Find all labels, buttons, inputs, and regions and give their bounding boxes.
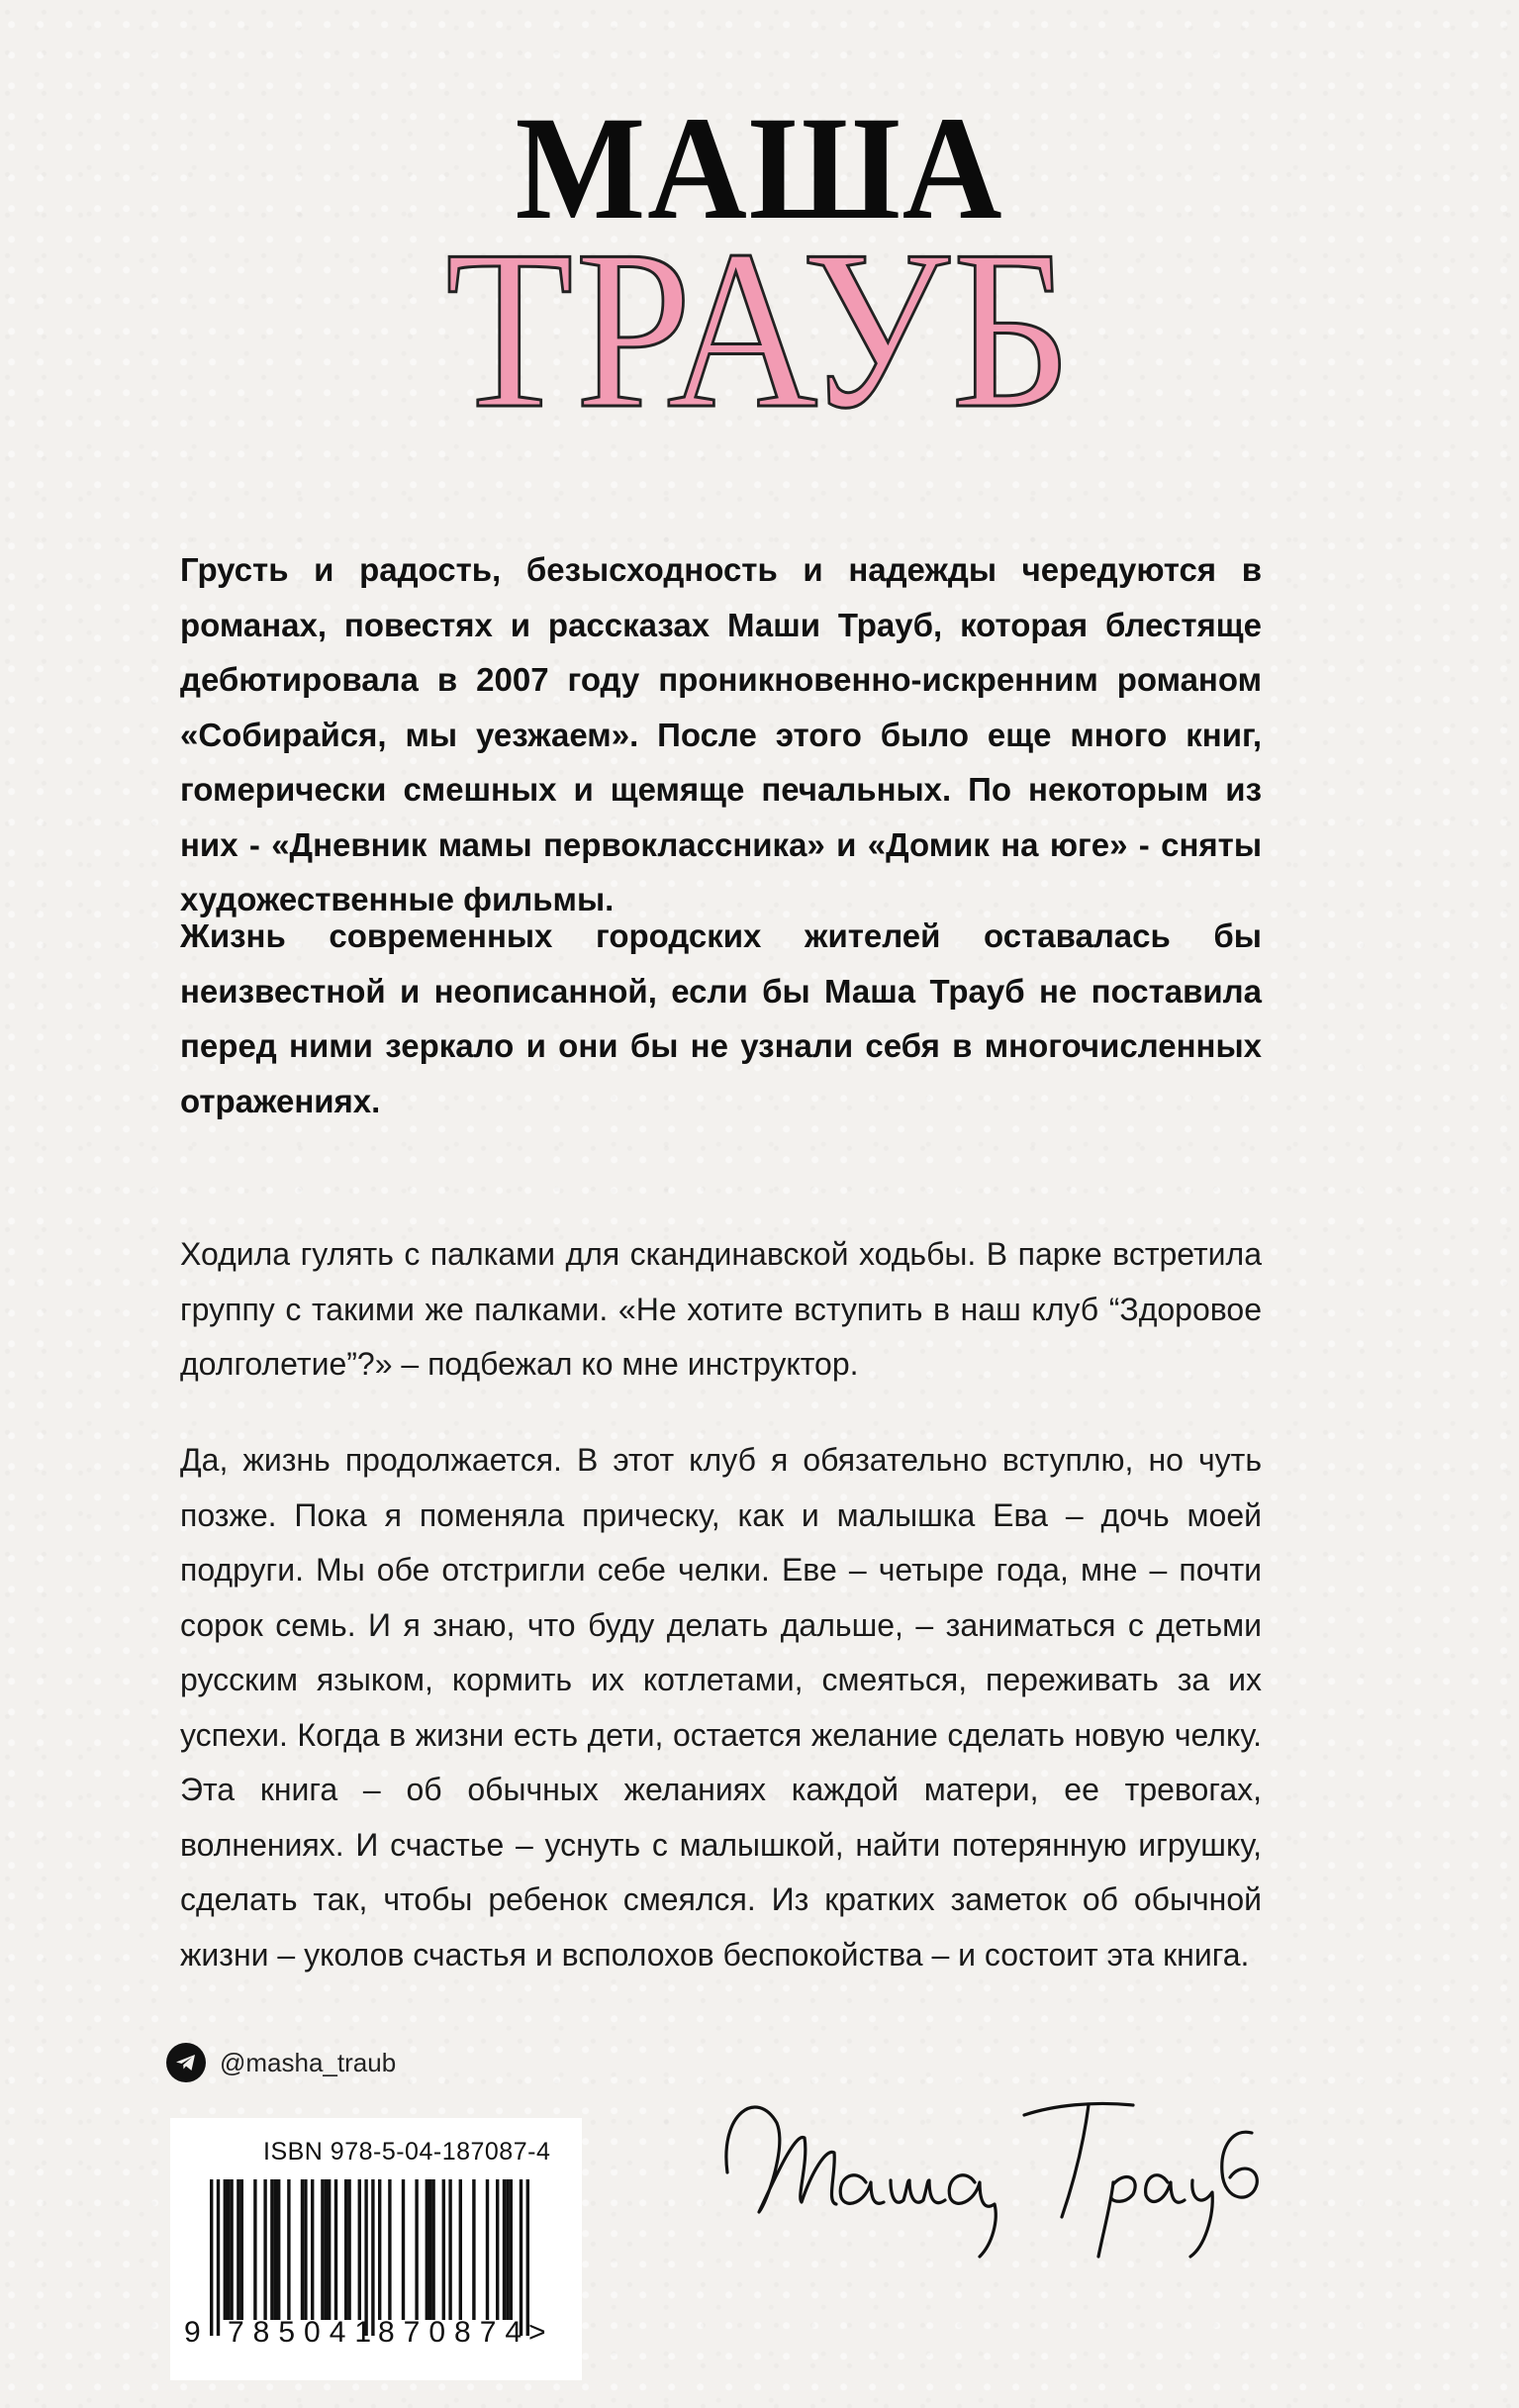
barcode-bar [378,2179,381,2320]
isbn-label: ISBN 978-5-04-187087-4 [263,2138,551,2166]
barcode-bar [486,2179,489,2320]
barcode-bar [428,2179,431,2320]
barcode-bar [311,2179,314,2320]
barcode-bar [328,2179,331,2320]
annotation-paragraph-2: Жизнь современных городских жителей оставалась бы неизвестной и неописанной, если бы Маша Трауб не поставила перед ними зеркало и они бы не узнали себя в многочисленных отражениях. [180,917,1262,1119]
author-last-name: ТРАУБ [445,203,1074,455]
barcode-guard-bar [526,2179,529,2336]
barcode-bar [358,2179,361,2320]
ean-digits-right: 870874 [378,2316,531,2349]
barcode-bar [287,2179,290,2320]
barcode-bar [415,2179,418,2320]
barcode-guard-bar [210,2179,213,2336]
barcode-guard-bar [520,2179,522,2336]
author-first-name: МАША [515,86,1004,250]
barcode-bar [388,2179,391,2320]
barcode-bar [442,2179,445,2320]
social-handle: @masha_traub [220,2047,397,2077]
barcode-bar [230,2179,233,2320]
barcode-bar [334,2179,337,2320]
barcode-bar [240,2179,243,2320]
barcode-bar [270,2179,273,2320]
barcode-bar [459,2179,462,2320]
telegram-icon [166,2043,206,2082]
excerpt-second [180,1433,1262,1982]
barcode-bar [472,2179,475,2320]
barcode-bar [448,2179,451,2320]
barcode-guard-bar [364,2179,367,2336]
excerpt-paragraph-2: Да, жизнь продолжается. В этот клуб я обязательно вступлю, но чуть позже. Пока я поменяла прическу, как и малышка Ева – дочь моей подруги. Мы обе отстригли себе челки. Еве – четыре года, мне – почти сорок семь. И я знаю, что буду делать дальше, – заниматься с детьми русским языком, кормить их котлетами, смеяться, переживать за их успехи. Когда в жизни есть дети, остается желание сделать новую челку. Эта книга – об обычных желаниях каждой матери, ее тревогах, волнениях. И счастье – уснуть с малышкой, найти потерянную игрушку, сделать так, чтобы ребенок смеялся. Из кратких заметок об обычной жизни – уколов счастья и всполохов беспокойства – и состоит эта книга. [180,1442,1262,1973]
barcode-bar [402,2179,405,2320]
excerpt-paragraph-1: Ходила гулять с палками для скандинавской ходьбы. В парке встретила группу с такими же палками. «Не хотите вступить в наш клуб “Здоровое долголетие”?» – подбежал ко мне инструктор. [180,1236,1262,1382]
barcode-bar [301,2179,304,2320]
barcode-bar [344,2179,347,2320]
barcode-bar [506,2179,509,2320]
barcode-bar [274,2179,277,2320]
barcode-bar [253,2179,256,2320]
barcode-bar [347,2179,350,2320]
ean-digit-first: 9 [184,2316,201,2349]
barcode-bar [227,2179,230,2320]
barcode-bar [426,2179,428,2320]
barcode-bar [277,2179,280,2320]
annotation-paragraph-1: Грусть и радость, безысходность и надежды чередуются в романах, повестях и рассказах Маши Трауб, которая блестяще дебютировала в 2007 году проникновенно-искренним романом «Собирайся, мы уезжаем». После этого было еще много книг, гомерически смешных и щемяще печальных. По некоторым из них - «Дневник мамы первоклассника» и «Домик на юге» - сняты художественные фильмы. [180,551,1262,917]
barcode-bar [496,2179,499,2320]
isbn-barcode [170,2118,582,2380]
barcode-bar [237,2179,239,2320]
barcode-bar [224,2179,227,2320]
barcode-bar [510,2179,513,2320]
barcode-bar [503,2179,506,2320]
barcode-bar [304,2179,307,2320]
barcode-guard-bar [217,2179,220,2336]
barcode-bar [263,2179,266,2320]
barcode-guard-bar [371,2179,374,2336]
author-signature [698,2054,1282,2291]
barcode-bar [321,2179,324,2320]
ean-digits-left: 785041 [228,2316,381,2349]
ean-quiet-zone-marker: > [528,2316,546,2349]
excerpt [180,1227,1262,1393]
social-link[interactable] [166,2041,396,2084]
barcode-bar [431,2179,434,2320]
barcode-bar [325,2179,328,2320]
